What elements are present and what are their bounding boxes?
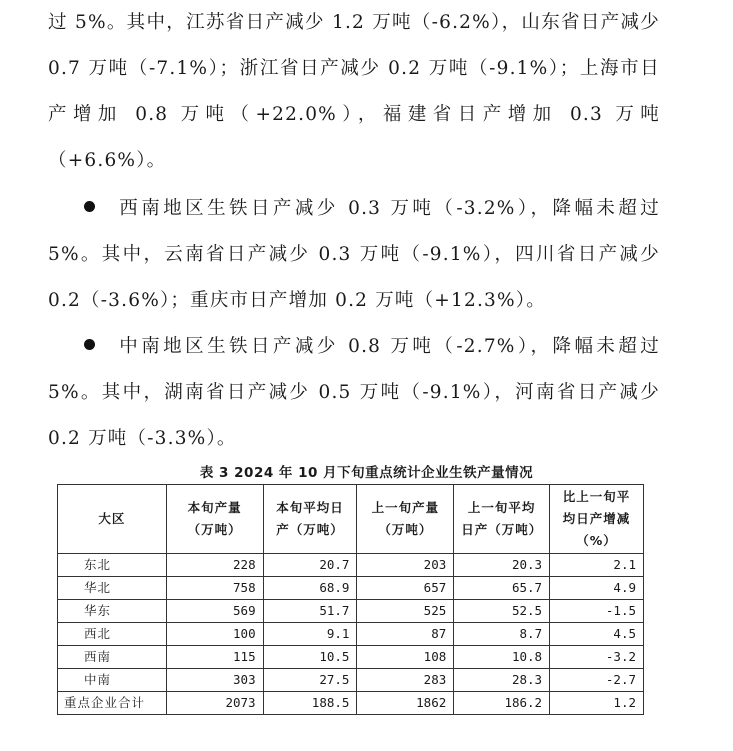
cell-region: 西南 xyxy=(58,646,167,669)
table-row xyxy=(58,669,644,692)
cell-current-daily: 51.7 xyxy=(263,600,357,623)
cell-previous-output: 525 xyxy=(357,600,454,623)
pig-iron-output-table xyxy=(57,484,644,715)
header-row xyxy=(58,485,644,554)
cell-region: 中南 xyxy=(58,669,167,692)
cell-change-percent: -2.7 xyxy=(550,669,644,692)
cell-previous-output: 1862 xyxy=(357,692,454,715)
header-region: 大区 xyxy=(58,485,167,554)
cell-current-output: 2073 xyxy=(166,692,263,715)
cell-previous-daily: 65.7 xyxy=(454,577,550,600)
cell-current-daily: 188.5 xyxy=(263,692,357,715)
paragraph-southwest-region xyxy=(48,186,660,324)
table-header xyxy=(58,485,644,554)
table-row xyxy=(58,623,644,646)
header-current-daily: 本旬平均日 产（万吨） xyxy=(263,485,357,554)
cell-previous-output: 283 xyxy=(357,669,454,692)
cell-region: 重点企业合计 xyxy=(58,692,167,715)
cell-previous-output: 203 xyxy=(357,554,454,577)
cell-previous-daily: 20.3 xyxy=(454,554,550,577)
cell-current-output: 303 xyxy=(166,669,263,692)
cell-region: 华东 xyxy=(58,600,167,623)
cell-previous-daily: 10.8 xyxy=(454,646,550,669)
cell-change-percent: 4.9 xyxy=(550,577,644,600)
paragraph-east-china-details: 过 5%。其中，江苏省日产减少 1.2 万吨（-6.2%），山东省日产减少 0.7 万吨（-7.1%）；浙江省日产减少 0.2 万吨（-9.1%）；上海市日产增加 0.8 万吨（+22.0%），福建省日产增加 0.3 万吨（+6.6%）。 xyxy=(48,12,660,171)
cell-change-percent: -3.2 xyxy=(550,646,644,669)
cell-current-daily: 20.7 xyxy=(263,554,357,577)
cell-current-output: 569 xyxy=(166,600,263,623)
cell-change-percent: 4.5 xyxy=(550,623,644,646)
paragraph-text: 中南地区生铁日产减少 0.8 万吨（-2.7%），降幅未超过 5%。其中，湖南省日产减少 0.5 万吨（-9.1%），河南省日产减少 0.2 万吨（-3.3%）。 xyxy=(48,336,660,449)
cell-region: 东北 xyxy=(58,554,167,577)
cell-current-daily: 68.9 xyxy=(263,577,357,600)
cell-change-percent: 1.2 xyxy=(550,692,644,715)
cell-region: 西北 xyxy=(58,623,167,646)
cell-current-output: 758 xyxy=(166,577,263,600)
paragraph-central-south-region xyxy=(48,324,660,462)
table-row xyxy=(58,646,644,669)
header-previous-output: 上一旬产量 （万吨） xyxy=(357,485,454,554)
table-row xyxy=(58,600,644,623)
cell-previous-daily: 8.7 xyxy=(454,623,550,646)
cell-current-output: 100 xyxy=(166,623,263,646)
cell-current-daily: 10.5 xyxy=(263,646,357,669)
cell-previous-daily: 52.5 xyxy=(454,600,550,623)
table-row xyxy=(58,554,644,577)
cell-previous-output: 87 xyxy=(357,623,454,646)
paragraph-text: 西南地区生铁日产减少 0.3 万吨（-3.2%），降幅未超过 5%。其中，云南省日产减少 0.3 万吨（-9.1%），四川省日产减少 0.2（-3.6%）；重庆市日产增加 0.2 万吨（+12.3%）。 xyxy=(48,198,660,311)
bullet-icon xyxy=(84,201,95,212)
cell-current-output: 228 xyxy=(166,554,263,577)
cell-current-output: 115 xyxy=(166,646,263,669)
cell-region: 华北 xyxy=(58,577,167,600)
cell-previous-daily: 186.2 xyxy=(454,692,550,715)
cell-previous-daily: 28.3 xyxy=(454,669,550,692)
cell-previous-output: 657 xyxy=(357,577,454,600)
cell-change-percent: 2.1 xyxy=(550,554,644,577)
cell-previous-output: 108 xyxy=(357,646,454,669)
table-row xyxy=(58,577,644,600)
cell-current-daily: 9.1 xyxy=(263,623,357,646)
table-body xyxy=(58,554,644,715)
header-current-output: 本旬产量 （万吨） xyxy=(166,485,263,554)
bullet-icon xyxy=(84,339,95,350)
table-row-total xyxy=(58,692,644,715)
header-previous-daily: 上一旬平均 日产（万吨） xyxy=(454,485,550,554)
table-title: 表 3 2024 年 10 月下旬重点统计企业生铁产量情况 xyxy=(199,465,534,481)
cell-change-percent: -1.5 xyxy=(550,600,644,623)
cell-current-daily: 27.5 xyxy=(263,669,357,692)
header-change-percent: 比上一旬平 均日产增减 （%） xyxy=(550,485,644,554)
